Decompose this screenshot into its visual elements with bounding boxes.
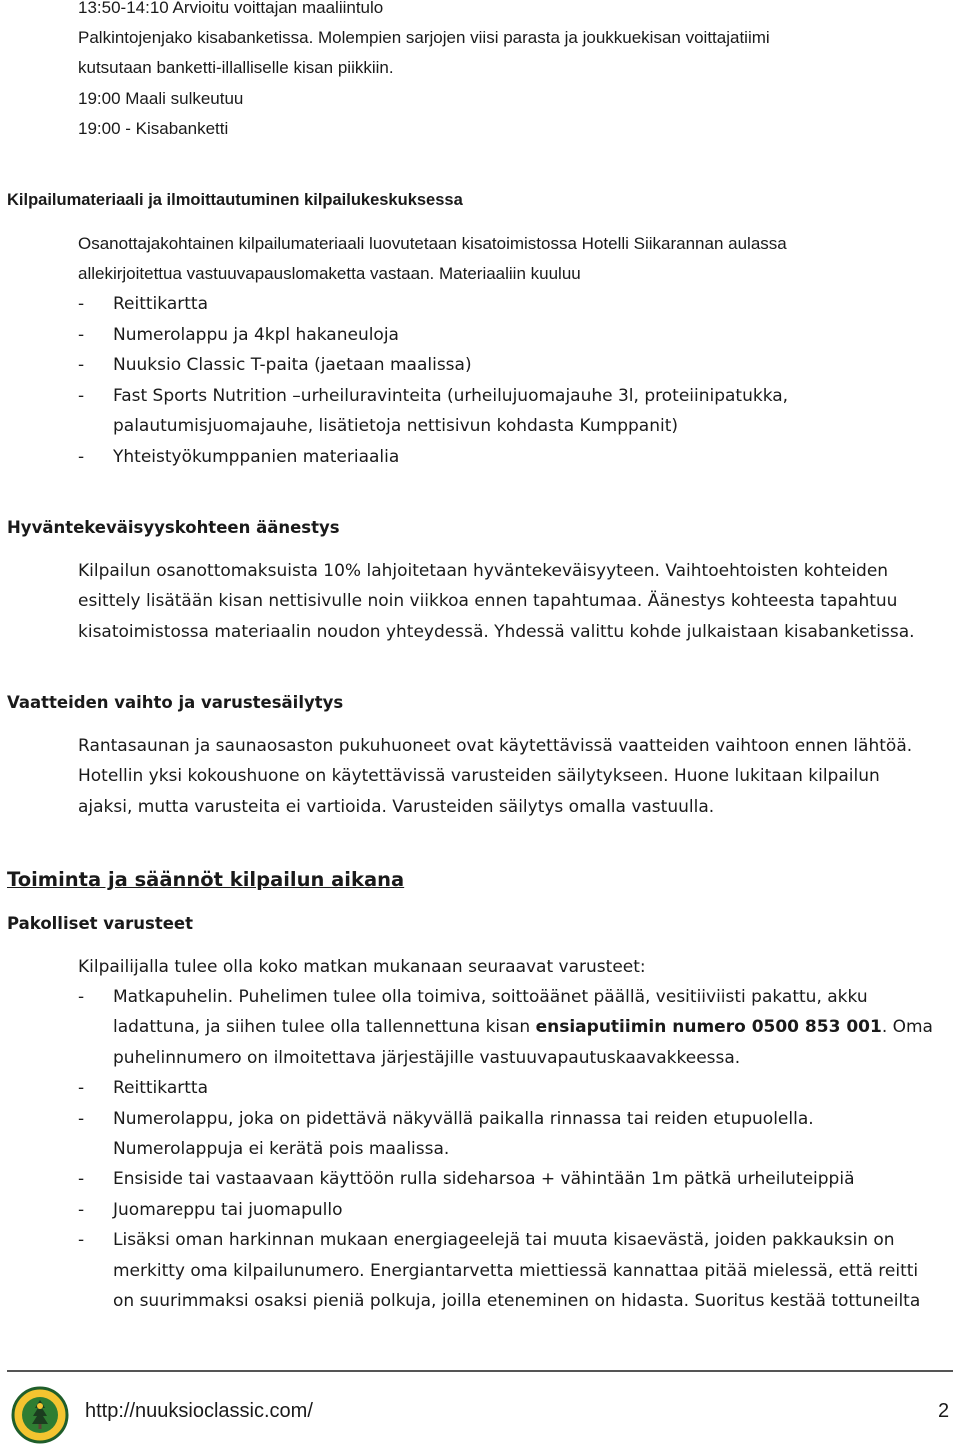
bullet-dash: - — [78, 1200, 85, 1220]
material-intro-line: allekirjoitettua vastuuvapauslomaketta vastaan. Materiaaliin kuuluu — [78, 264, 581, 283]
footer-url[interactable]: http://nuuksioclassic.com/ — [85, 1400, 313, 1422]
clothing-line: Hotellin yksi kokoushuone on käytettävissä varusteiden säilytykseen. Huone lukitaan kilpailun — [78, 766, 880, 786]
bullet-dash: - — [78, 1109, 85, 1129]
phone-text: ladattuna, ja siihen tulee olla tallennettuna kisan — [113, 1017, 536, 1037]
equipment-item-phone-continued — [113, 1012, 933, 1042]
footer-divider — [7, 1370, 953, 1372]
schedule-line: kutsutaan banketti-illalliselle kisan piikkiin. — [78, 58, 394, 77]
equipment-item-bib-continued: Numerolappuja ei kerätä pois maalissa. — [113, 1139, 450, 1159]
material-item: Reittikartta — [113, 294, 208, 314]
charity-heading: Hyväntekeväisyyskohteen äänestys — [7, 518, 340, 537]
clothing-line: ajaksi, mutta varusteita ei vartioida. Varusteiden säilytys omalla vastuulla. — [78, 797, 715, 817]
schedule-line: 19:00 Maali sulkeutuu — [78, 89, 244, 108]
material-intro-line: Osanottajakohtainen kilpailumateriaali luovutetaan kisatoimistossa Hotelli Siikarannan aulassa — [78, 234, 787, 253]
equipment-heading: Pakolliset varusteet — [7, 914, 194, 933]
equipment-item-bib: Numerolappu, joka on pidettävä näkyvällä paikalla rinnassa tai reiden etupuolella. — [113, 1109, 814, 1129]
page-number: 2 — [938, 1400, 950, 1422]
equipment-item-energy-continued: on suurimmaksi osaksi pieniä polkuja, joilla eteneminen on hidasta. Suoritus kestää tottuneilta — [113, 1291, 921, 1311]
equipment-item-energy: Lisäksi oman harkinnan mukaan energiageelejä tai muuta kisaevästä, joiden pakkauksin on — [113, 1230, 895, 1250]
equipment-intro: Kilpailijalla tulee olla koko matkan mukanaan seuraavat varusteet: — [78, 957, 646, 977]
bullet-dash: - — [78, 1169, 85, 1189]
material-heading: Kilpailumateriaali ja ilmoittautuminen kilpailukeskuksessa — [7, 191, 463, 209]
material-item: Yhteistyökumppanien materiaalia — [113, 447, 400, 467]
bullet-dash: - — [78, 447, 85, 467]
bullet-dash: - — [78, 1078, 85, 1098]
material-item: Numerolappu ja 4kpl hakaneuloja — [113, 325, 399, 345]
phone-text: . Oma — [881, 1017, 933, 1037]
charity-line: kisatoimistossa materiaalin noudon yhteydessä. Yhdessä valittu kohde julkaistaan kisabanketissa. — [78, 622, 915, 642]
schedule-line: Palkintojenjako kisabanketissa. Molempien sarjojen viisi parasta ja joukkuekisan voittajatiimi — [78, 28, 770, 47]
emergency-number: ensiaputiimin numero 0500 853 001 — [535, 1017, 882, 1037]
bullet-dash: - — [78, 386, 85, 406]
equipment-item-energy-continued: merkitty oma kilpailunumero. Energiantarvetta miettiessä kannattaa pitää mielessä, että reitti — [113, 1261, 919, 1281]
material-item: Nuuksio Classic T-paita (jaetaan maalissa) — [113, 355, 472, 375]
nuuksio-classic-logo-icon — [9, 1386, 71, 1444]
schedule-line: 19:00 - Kisabanketti — [78, 119, 229, 138]
bullet-dash: - — [78, 987, 85, 1007]
equipment-item-drink: Juomareppu tai juomapullo — [113, 1200, 343, 1220]
equipment-item-firstaid: Ensiside tai vastaavaan käyttöön rulla sideharsoa + vähintään 1m pätkä urheiluteippiä — [113, 1169, 855, 1189]
bullet-dash: - — [78, 325, 85, 345]
equipment-item-map: Reittikartta — [113, 1078, 208, 1098]
clothing-line: Rantasaunan ja saunaosaston pukuhuoneet ovat käytettävissä vaatteiden vaihtoon ennen lähtöä. — [78, 736, 913, 756]
clothing-heading: Vaatteiden vaihto ja varustesäilytys — [7, 693, 344, 712]
schedule-line: 13:50-14:10 Arvioitu voittajan maaliintulo — [78, 0, 384, 17]
charity-line: Kilpailun osanottomaksuista 10% lahjoitetaan hyväntekeväisyyteen. Vaihtoehtoisten kohteiden — [78, 561, 889, 581]
bullet-dash: - — [78, 1230, 85, 1250]
equipment-item-phone-continued: puhelinnumero on ilmoitettava järjestäjille vastuuvapautuskaavakkeessa. — [113, 1048, 741, 1068]
rules-title: Toiminta ja säännöt kilpailun aikana — [7, 868, 405, 891]
material-item-continued: palautumisjuomajauhe, lisätietoja nettisivun kohdasta Kumppanit) — [113, 416, 678, 436]
charity-line: esittely lisätään kisan nettisivulle noin viikkoa ennen tapahtumaa. Äänestys kohteesta tapahtuu — [78, 591, 898, 611]
equipment-item-phone: Matkapuhelin. Puhelimen tulee olla toimiva, soittoäänet päällä, vesitiiviisti pakattu, akku — [113, 987, 868, 1007]
bullet-dash: - — [78, 294, 85, 314]
material-item: Fast Sports Nutrition –urheiluravinteita (urheilujuomajauhe 3l, proteiinipatukka, — [113, 386, 789, 406]
bullet-dash: - — [78, 355, 85, 375]
